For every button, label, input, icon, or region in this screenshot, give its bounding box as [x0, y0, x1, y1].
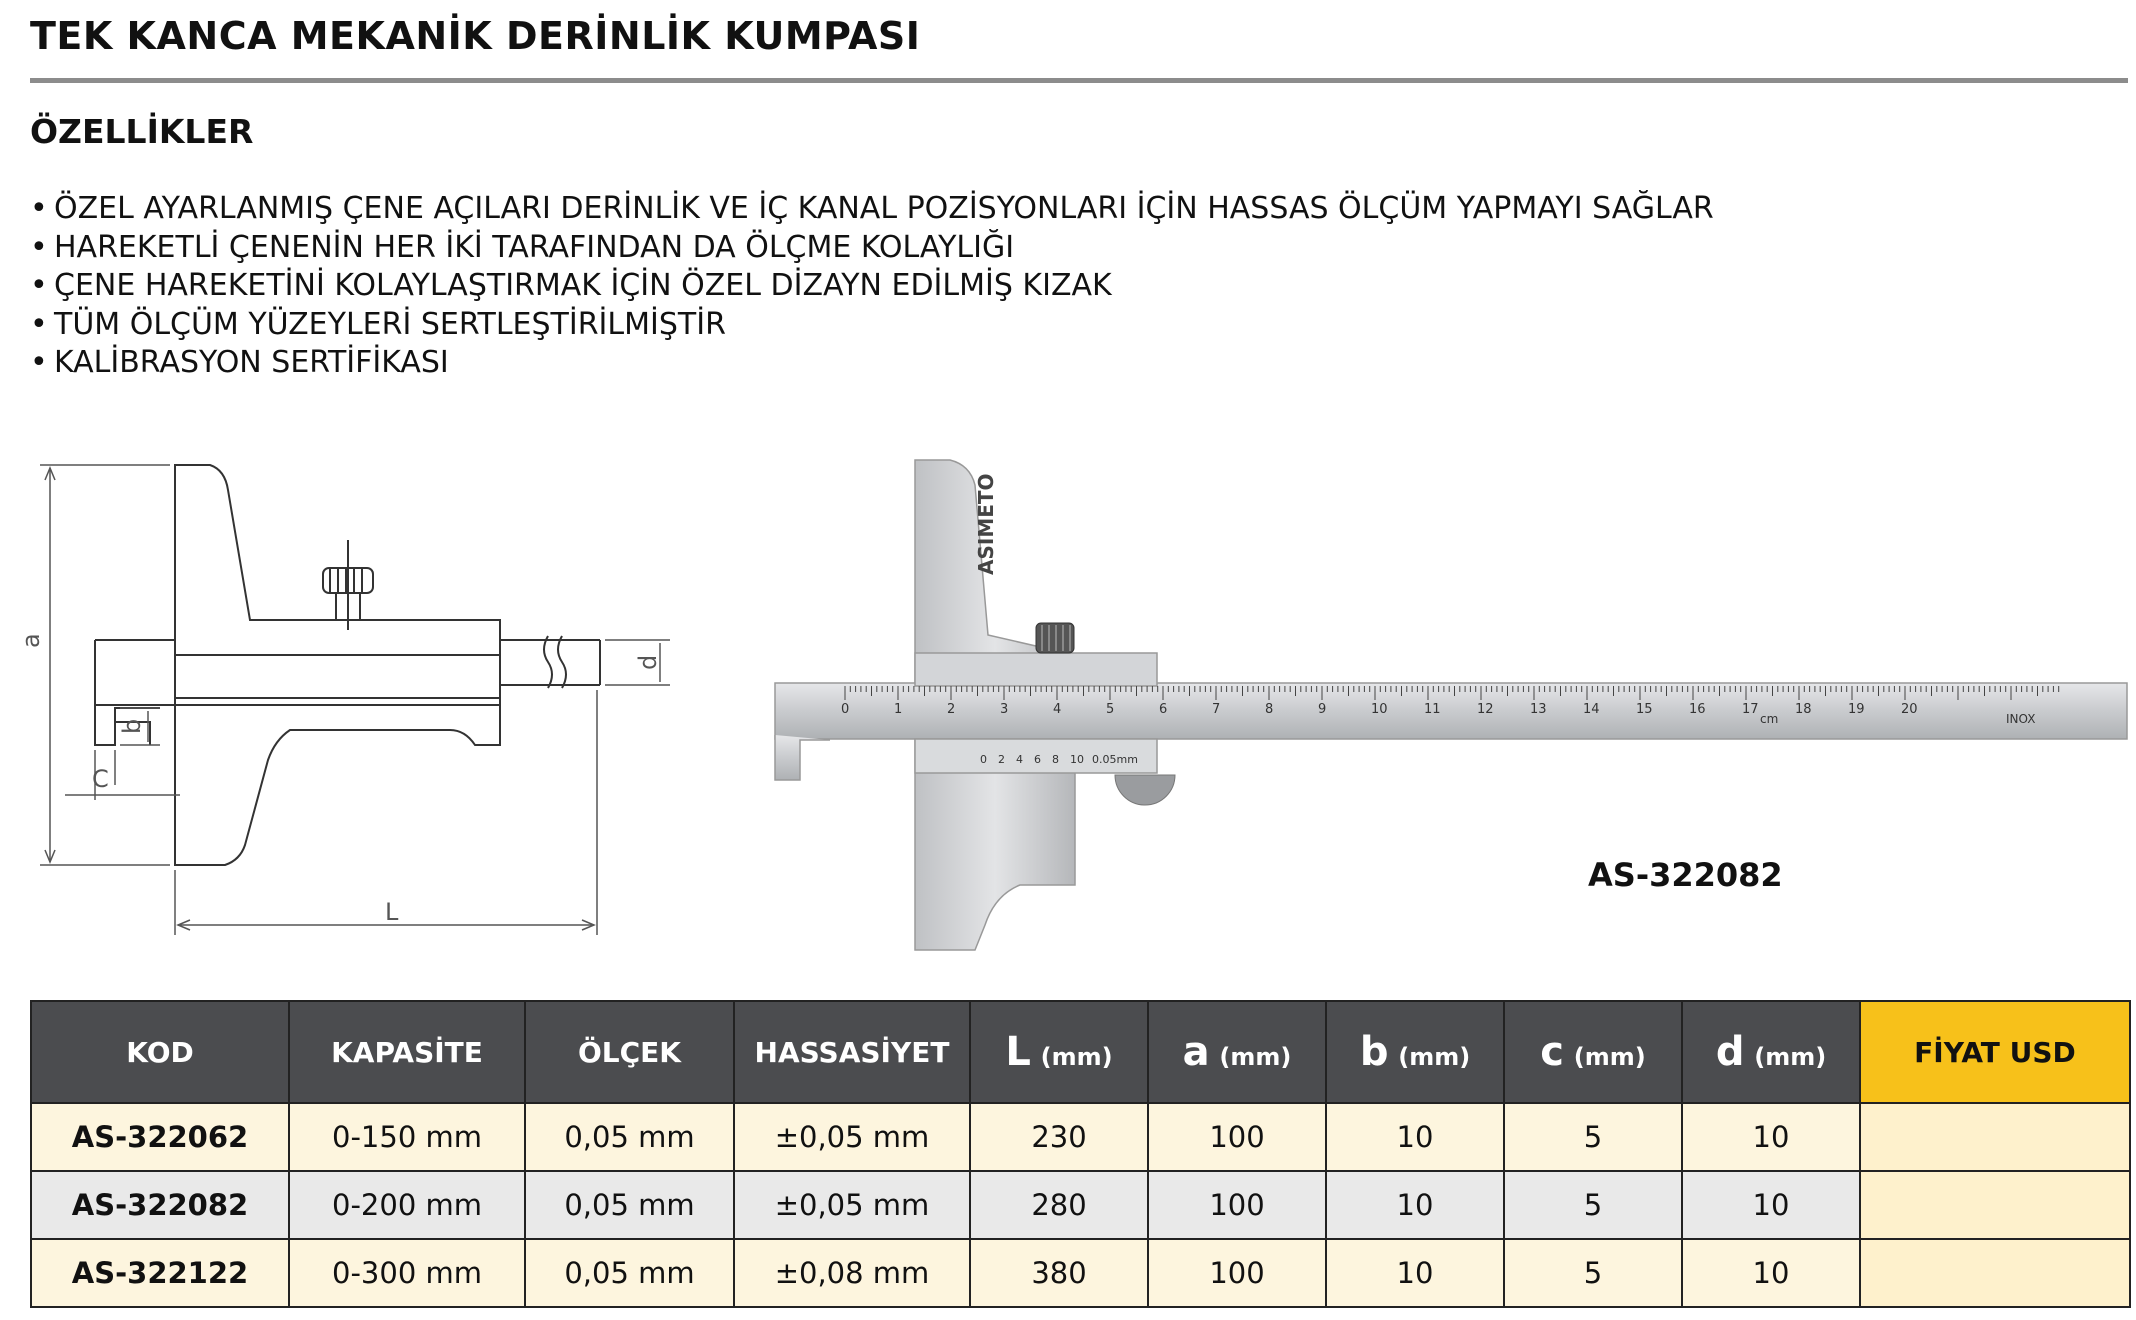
- cell-kod: AS-322122: [31, 1239, 289, 1307]
- scale-number: 20: [1901, 702, 1918, 717]
- cell-hassasiyet: ±0,05 mm: [734, 1103, 970, 1171]
- header-price: FİYAT USD: [1860, 1001, 2130, 1103]
- cell-L: 230: [970, 1103, 1148, 1171]
- cell-hassasiyet: ±0,08 mm: [734, 1239, 970, 1307]
- brand-logo: ASIMETO: [974, 473, 998, 575]
- header-hassasiyet: HASSASİYET: [734, 1001, 970, 1103]
- cell-price: [1860, 1103, 2130, 1171]
- dim-label-b: b: [118, 718, 146, 734]
- dim-label-L: L: [385, 898, 399, 926]
- cell-a: 100: [1148, 1171, 1326, 1239]
- scale-number: 14: [1583, 702, 1600, 717]
- cell-price: [1860, 1239, 2130, 1307]
- scale-number: 18: [1795, 702, 1812, 717]
- feature-item: • KALİBRASYON SERTİFİKASI: [30, 344, 1714, 383]
- vernier-number: 4: [1016, 753, 1023, 766]
- vernier-label: 0.05mm: [1092, 753, 1138, 766]
- page-title: TEK KANCA MEKANİK DERİNLİK KUMPASI: [30, 14, 921, 58]
- dim-label-d: d: [634, 654, 662, 670]
- table-row: [31, 1239, 2130, 1307]
- scale-number: 19: [1848, 702, 1865, 717]
- feature-item: • HAREKETLİ ÇENENİN HER İKİ TARAFINDAN DA ÖLÇME KOLAYLIĞI: [30, 229, 1714, 268]
- scale-number: 6: [1159, 702, 1168, 717]
- spec-table: [30, 1000, 2131, 1308]
- vernier-number: 6: [1034, 753, 1041, 766]
- header-a: a (mm): [1148, 1001, 1326, 1103]
- scale-number: 17: [1742, 702, 1759, 717]
- cell-d: 10: [1682, 1171, 1860, 1239]
- features-heading: ÖZELLİKLER: [30, 112, 254, 151]
- table-row: [31, 1103, 2130, 1171]
- cell-kod: AS-322082: [31, 1171, 289, 1239]
- scale-number: 2: [947, 702, 956, 717]
- header-c: c (mm): [1504, 1001, 1682, 1103]
- vernier-number: 2: [998, 753, 1005, 766]
- feature-item: • TÜM ÖLÇÜM YÜZEYLERİ SERTLEŞTİRİLMİŞTİR: [30, 306, 1714, 345]
- scale-number: 8: [1265, 702, 1274, 717]
- cell-a: 100: [1148, 1103, 1326, 1171]
- scale-number: 0: [841, 702, 850, 717]
- scale-number: 3: [1000, 702, 1009, 717]
- bullet-icon: •: [30, 268, 48, 303]
- cell-price: [1860, 1171, 2130, 1239]
- dim-label-c: C: [92, 765, 109, 793]
- cell-c: 5: [1504, 1103, 1682, 1171]
- scale-number: 12: [1477, 702, 1494, 717]
- bullet-icon: •: [30, 345, 48, 380]
- cell-kapasite: 0-300 mm: [289, 1239, 525, 1307]
- bullet-icon: •: [30, 229, 48, 265]
- vernier-number: 10: [1070, 753, 1084, 766]
- cell-a: 100: [1148, 1239, 1326, 1307]
- cell-L: 280: [970, 1171, 1148, 1239]
- bullet-icon: •: [30, 306, 48, 342]
- cm-label: cm: [1760, 712, 1779, 726]
- scale-number: 4: [1053, 702, 1062, 717]
- cell-b: 10: [1326, 1103, 1504, 1171]
- cell-olcek: 0,05 mm: [525, 1171, 734, 1239]
- scale-number: 13: [1530, 702, 1547, 717]
- inox-label: INOX: [2006, 712, 2036, 726]
- cell-olcek: 0,05 mm: [525, 1103, 734, 1171]
- feature-item: • ÖZEL AYARLANMIŞ ÇENE AÇILARI DERİNLİK VE İÇ KANAL POZİSYONLARI İÇİN HASSAS ÖLÇÜM YAPMAYI SAĞLAR: [30, 190, 1714, 229]
- cell-b: 10: [1326, 1239, 1504, 1307]
- bullet-icon: •: [30, 191, 48, 226]
- feature-item: • ÇENE HAREKETİNİ KOLAYLAŞTIRMAK İÇİN ÖZEL DİZAYN EDİLMİŞ KIZAK: [30, 267, 1714, 306]
- cell-L: 380: [970, 1239, 1148, 1307]
- cell-c: 5: [1504, 1171, 1682, 1239]
- header-kapasite: KAPASİTE: [289, 1001, 525, 1103]
- vernier-number: 8: [1052, 753, 1059, 766]
- cell-d: 10: [1682, 1239, 1860, 1307]
- technical-drawing: [17, 440, 700, 960]
- product-code-label: AS-322082: [1588, 856, 1783, 894]
- cell-kod: AS-322062: [31, 1103, 289, 1171]
- header-kod: KOD: [31, 1001, 289, 1103]
- dim-label-a: a: [17, 633, 45, 648]
- cell-d: 10: [1682, 1103, 1860, 1171]
- header-b: b (mm): [1326, 1001, 1504, 1103]
- header-d: d (mm): [1682, 1001, 1860, 1103]
- features-list: [30, 190, 1714, 383]
- cell-kapasite: 0-150 mm: [289, 1103, 525, 1171]
- cell-kapasite: 0-200 mm: [289, 1171, 525, 1239]
- scale-number: 7: [1212, 702, 1221, 717]
- header-olcek: ÖLÇEK: [525, 1001, 734, 1103]
- vernier-number: 0: [980, 753, 987, 766]
- product-photo: [770, 445, 2130, 955]
- scale-number: 16: [1689, 702, 1706, 717]
- cell-c: 5: [1504, 1239, 1682, 1307]
- cell-olcek: 0,05 mm: [525, 1239, 734, 1307]
- scale-number: 11: [1424, 702, 1441, 717]
- scale-number: 15: [1636, 702, 1653, 717]
- scale-number: 1: [894, 702, 903, 717]
- scale-number: 9: [1318, 702, 1327, 717]
- table-header-row: [31, 1001, 2130, 1103]
- title-divider: [30, 78, 2128, 83]
- cell-b: 10: [1326, 1171, 1504, 1239]
- scale-number: 10: [1371, 702, 1388, 717]
- table-row: [31, 1171, 2130, 1239]
- scale-number: 5: [1106, 702, 1115, 717]
- cell-hassasiyet: ±0,05 mm: [734, 1171, 970, 1239]
- header-L: L (mm): [970, 1001, 1148, 1103]
